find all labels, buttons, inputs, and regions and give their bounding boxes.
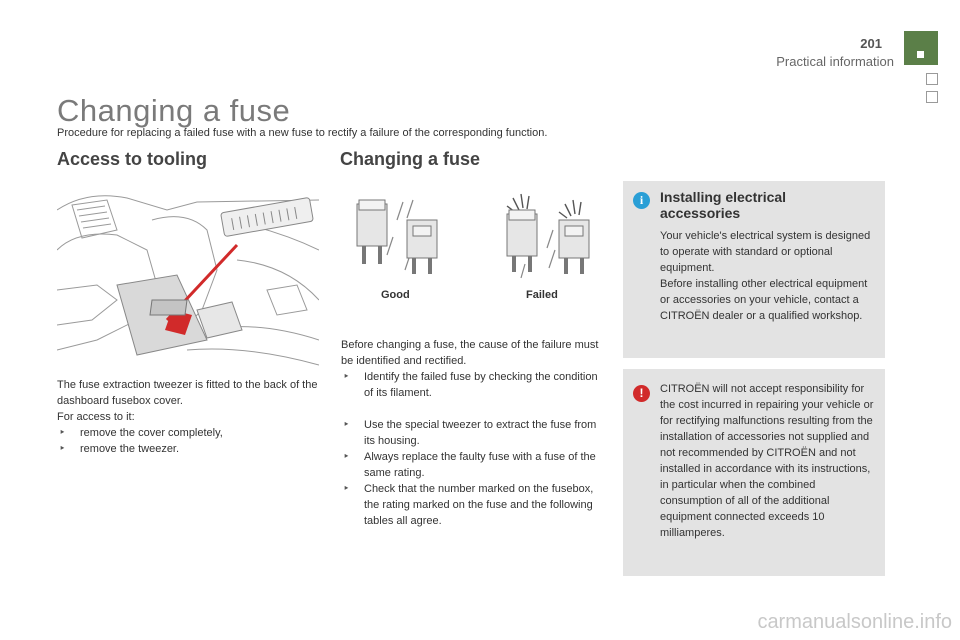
watermark: carmanualsonline.info [757,611,952,633]
access-heading: Access to tooling [57,149,208,169]
changing-heading: Changing a fuse [340,149,481,169]
changing-step: ‣ Identify the failed fuse by checking the condition of its filament. [341,369,603,401]
changing-step: ‣ Use the special tweezer to extract the fuse from its housing. [341,417,603,449]
tab-marker-icon [917,51,924,58]
page-number: 201 [860,36,882,51]
access-step: ‣ remove the cover completely, [57,425,319,441]
info-text-2: Before installing other electrical equipment or accessories on your vehicle, contact a CITROËN dealer or a qualified workshop. [660,278,868,322]
access-text [57,377,319,457]
changing-step: ‣ Always replace the faulty fuse with a fuse of the same rating. [341,449,603,481]
good-fuse-label: Good [381,289,410,301]
chapter-tab-active[interactable] [904,31,938,65]
info-text-1: Your vehicle's electrical system is designed to operate with standard or optional equipment. [660,230,871,274]
access-step: ‣ remove the tweezer. [57,441,319,457]
chapter-tab[interactable] [926,91,938,103]
page-title: Changing a fuse [57,93,291,128]
page-subtitle: Procedure for replacing a failed fuse with a new fuse to rectify a failure of the corresponding function. [57,127,548,139]
dashboard-fusebox-illustration [57,190,319,370]
section-name: Practical information [776,54,894,69]
chapter-tab[interactable] [926,73,938,85]
info-title: Installing electrical accessories [660,189,787,221]
changing-text [341,337,603,529]
good-fuse-illustration [345,192,450,282]
changing-step-first [341,369,603,401]
changing-intro: Before changing a fuse, the cause of the failure must be identified and rectified. [341,339,599,367]
failed-fuse-label: Failed [526,289,558,301]
info-text [660,228,880,324]
failed-fuse-illustration [495,190,600,282]
changing-step: ‣ Check that the number marked on the fusebox, the rating marked on the fuse and the following tables all agree. [341,481,603,529]
access-steps [57,425,319,457]
warning-box [623,369,885,576]
info-icon: i [633,192,650,209]
warning-icon: ! [633,385,650,402]
changing-steps [341,417,603,529]
access-intro: The fuse extraction tweezer is fitted to the back of the dashboard fusebox cover. [57,379,318,407]
info-box [623,181,885,358]
warning-text: CITROËN will not accept responsibility for the cost incurred in repairing your vehicle or for rectifying malfunctions resulting from the installation of accessories not supplied and not recommended by CITROËN and not installed in accordance with its instructions, in particular when the combined consumption of all of the additional equipment connected exceeds 10 milliamperes. [660,383,874,539]
access-for-access: For access to it: [57,411,135,423]
